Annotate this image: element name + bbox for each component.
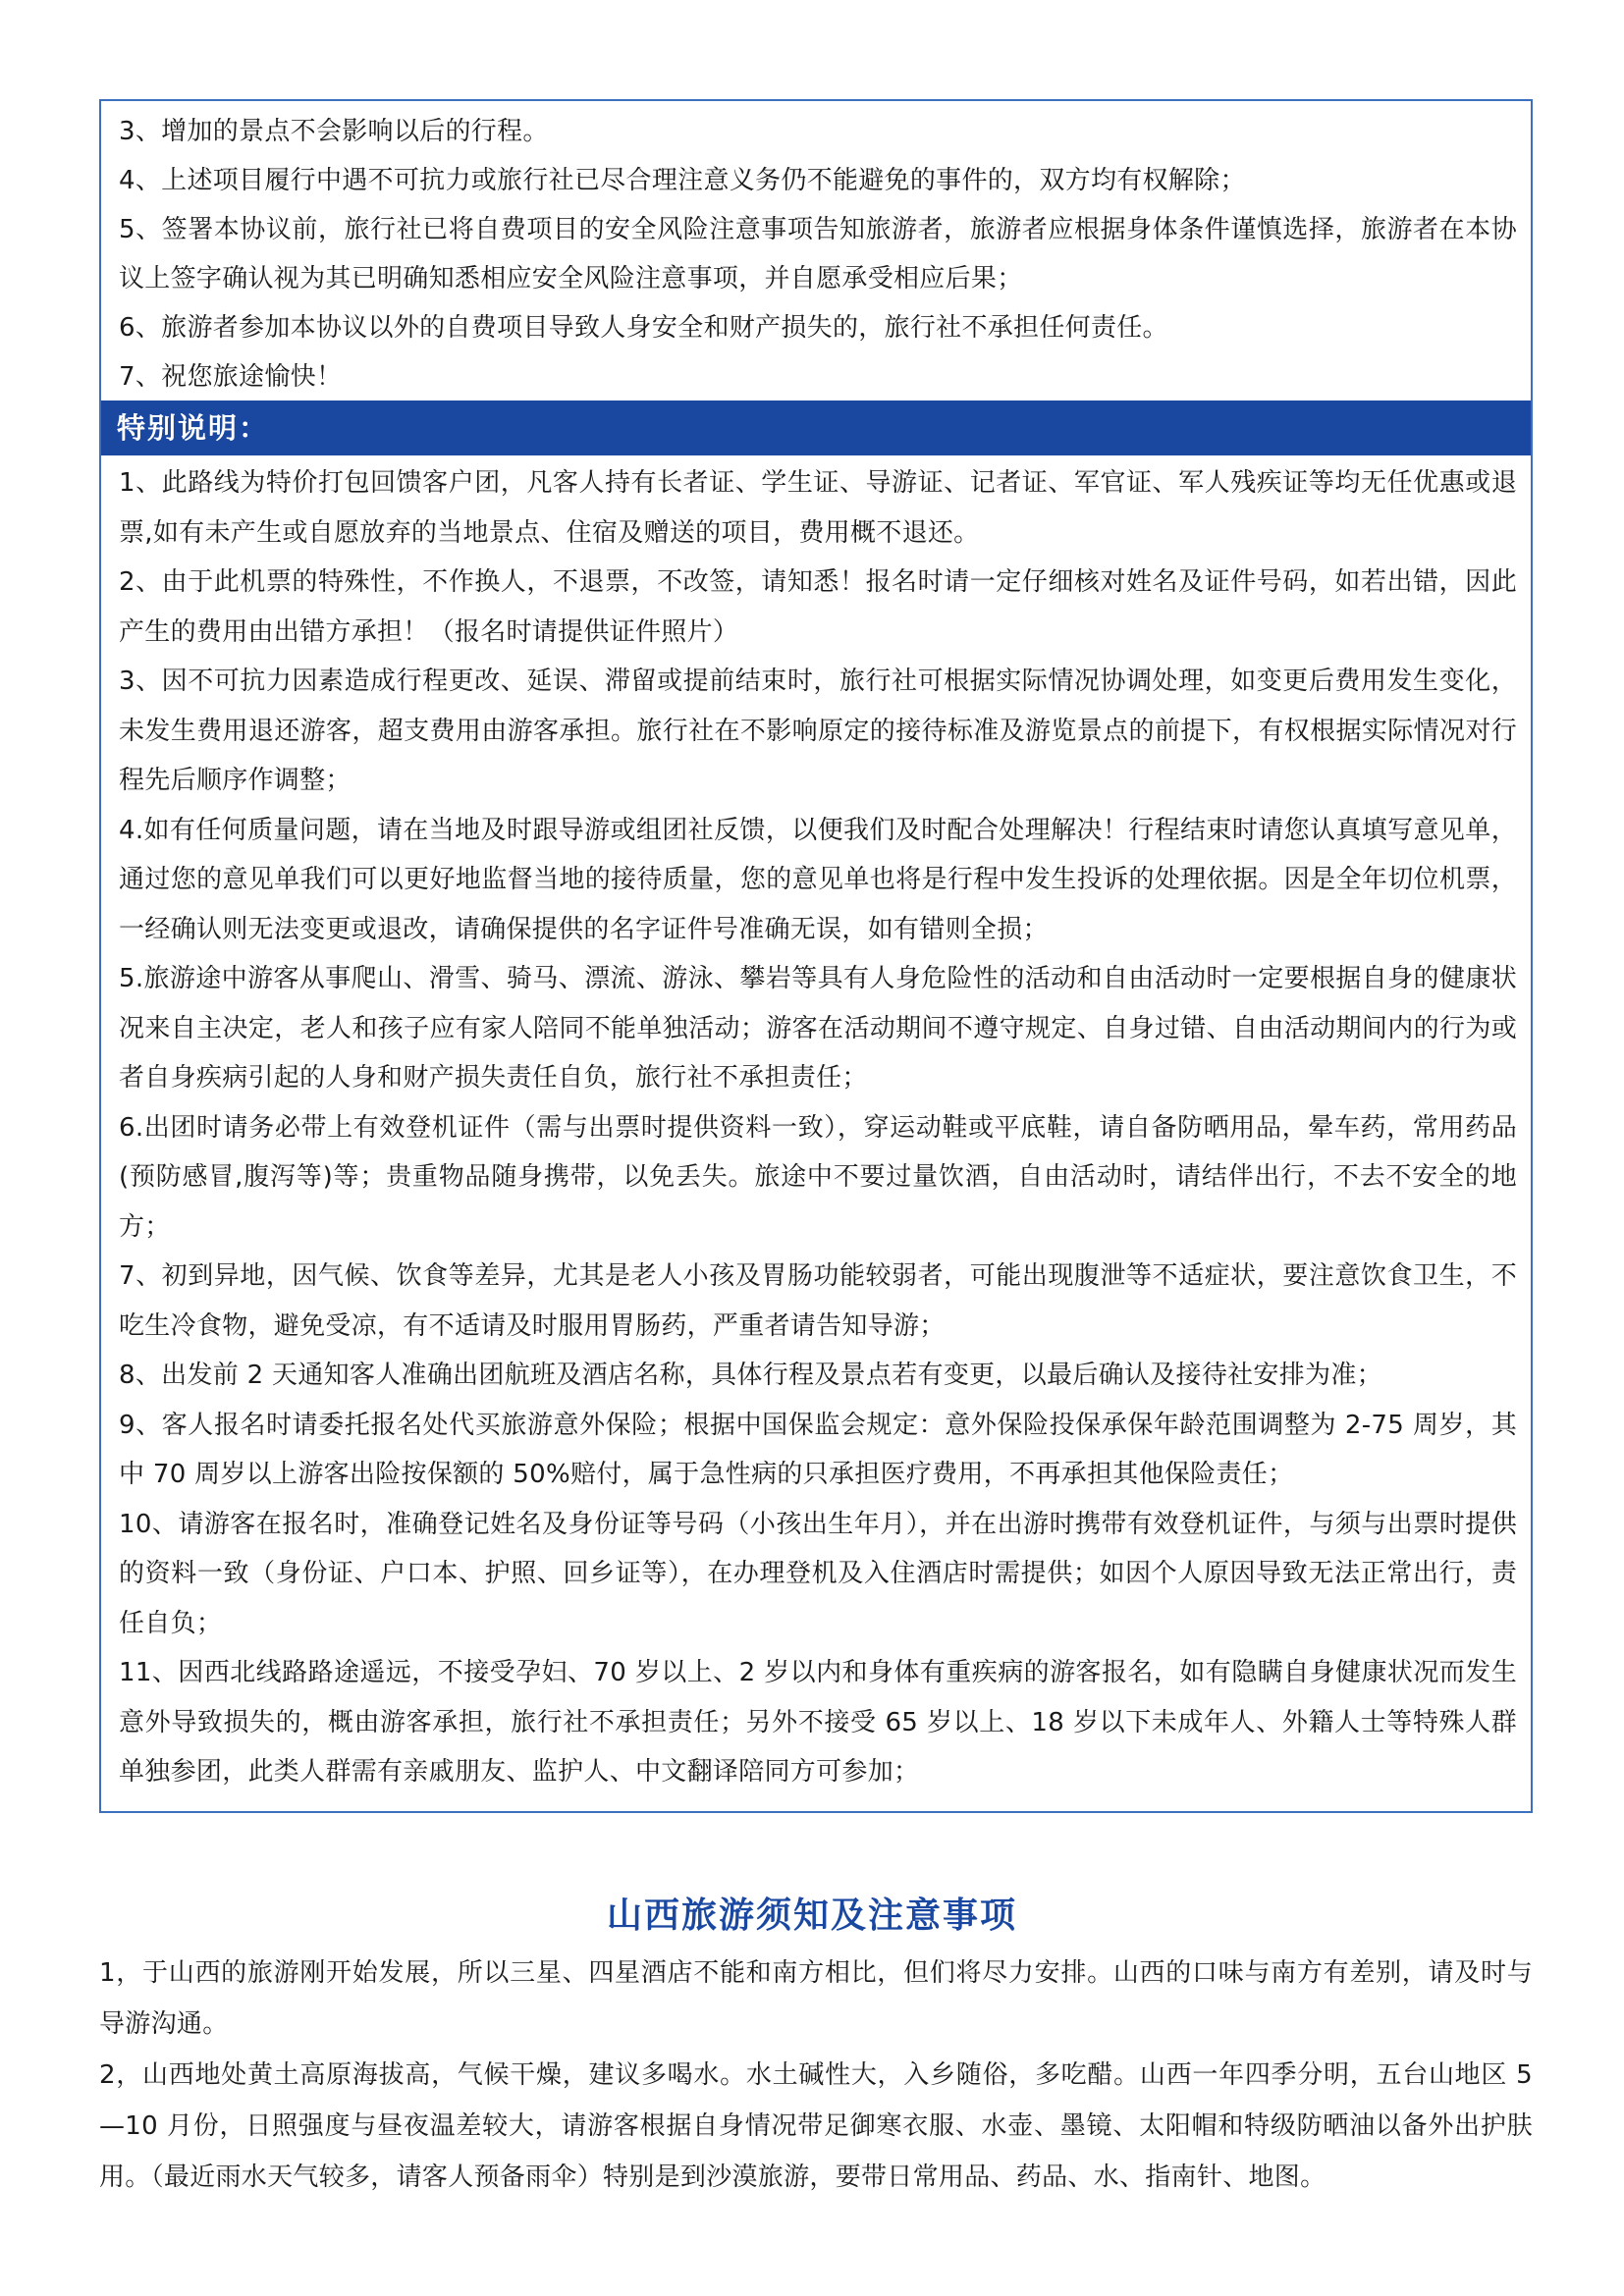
special-notes-header: 特别说明： bbox=[101, 400, 1531, 455]
special-item: 6.出团时请务必带上有效登机证件（需与出票时提供资料一致），穿运动鞋或平底鞋，请自备防晒用品，晕车药，常用药品(预防感冒,腹泻等)等；贵重物品随身携带，以免丢失。旅途中不要过量饮酒，自由活动时，请结伴出行，不去不安全的地方； bbox=[119, 1112, 1517, 1242]
special-item: 8、出发前 2 天通知客人准确出团航班及酒店名称，具体行程及景点若有变更，以最后确认及接待社安排为准； bbox=[119, 1361, 1382, 1390]
shanxi-notes bbox=[99, 1948, 1533, 2203]
special-item: 2、由于此机票的特殊性，不作换人，不退票，不改签，请知悉！报名时请一定仔细核对姓名及证件号码，如若出错，因此产生的费用由出错方承担！（报名时请提供证件照片） bbox=[119, 567, 1517, 647]
special-item: 1、此路线为特价打包回馈客户团，凡客人持有长者证、学生证、导游证、记者证、军官证、军人残疾证等均无任优惠或退票,如有未产生或自愿放弃的当地景点、住宿及赠送的项目，费用概不退还。 bbox=[119, 468, 1517, 548]
special-item: 9、客人报名时请委托报名处代买旅游意外保险；根据中国保监会规定：意外保险投保承保年龄范围调整为 2-75 周岁，其中 70 周岁以上游客出险按保额的 50%赔付，属于急性病的只承担医疗费用，不再承担其他保险责任； bbox=[119, 1410, 1517, 1489]
note-item: 3、增加的景点不会影响以后的行程。 bbox=[119, 117, 549, 146]
special-item: 7、初到异地，因气候、饮食等差异，尤其是老人小孩及胃肠功能较弱者，可能出现腹泄等不适症状，要注意饮食卫生，不吃生冷食物，避免受凉，有不适请及时服用胃肠药，严重者请告知导游； bbox=[119, 1261, 1517, 1341]
special-item: 10、请游客在报名时，准确登记姓名及身份证等号码（小孩出生年月），并在出游时携带有效登机证件，与须与出票时提供的资料一致（身份证、户口本、护照、回乡证等），在办理登机及入住酒店时需提供；如因个人原因导致无法正常出行，责任自负； bbox=[119, 1509, 1517, 1638]
special-item: 3、因不可抗力因素造成行程更改、延误、滞留或提前结束时，旅行社可根据实际情况协调处理，如变更后费用发生变化，未发生费用退还游客，超支费用由游客承担。旅行社在不影响原定的接待标准及游览景点的前提下，有权根据实际情况对行程先后顺序作调整； bbox=[119, 667, 1517, 795]
special-notes-list bbox=[119, 458, 1517, 1797]
note-item: 5、签署本协议前，旅行社已将自费项目的安全风险注意事项告知旅游者，旅游者应根据身体条件谨慎选择，旅游者在本协议上签字确认视为其已明确知悉相应安全风险注意事项，并自愿承受相应后果； bbox=[119, 215, 1517, 294]
special-item: 5.旅游途中游客从事爬山、滑雪、骑马、漂流、游泳、攀岩等具有人身危险性的活动和自由活动时一定要根据自身的健康状况来自主决定，老人和孩子应有家人陪同不能单独活动；游客在活动期间不遵守规定、自身过错、自由活动期间内的行为或者自身疾病引起的人身和财产损失责任自负，旅行社不承担责任； bbox=[119, 964, 1517, 1093]
note-item: 6、旅游者参加本协议以外的自费项目导致人身安全和财产损失的，旅行社不承担任何责任。 bbox=[119, 313, 1168, 343]
special-item: 4.如有任何质量问题，请在当地及时跟导游或组团社反馈，以便我们及时配合处理解决！行程结束时请您认真填写意见单，通过您的意见单我们可以更好地监督当地的接待质量，您的意见单也将是行程中发生投诉的处理依据。因是全年切位机票，一经确认则无法变更或退改，请确保提供的名字证件号准确无误，如有错则全损； bbox=[119, 815, 1517, 944]
note-item: 7、祝您旅途愉快！ bbox=[119, 362, 343, 392]
shanxi-section-title: 山西旅游须知及注意事项 bbox=[606, 1896, 1017, 1936]
shanxi-item: 1，于山西的旅游刚开始发展，所以三星、四星酒店不能和南方相比，但们将尽力安排。山西的口味与南方有差别，请及时与导游沟通。 bbox=[99, 1958, 1533, 2039]
self-pay-notes-continued bbox=[119, 107, 1517, 401]
note-item: 4、上述项目履行中遇不可抗力或旅行社已尽合理注意义务仍不能避免的事件的，双方均有权解除； bbox=[119, 166, 1246, 195]
shanxi-item: 2，山西地处黄土高原海拔高，气候干燥，建议多喝水。水土碱性大，入乡随俗，多吃醋。山西一年四季分明，五台山地区 5—10 月份，日照强度与昼夜温差较大，请游客根据自身情况带足御寒衣服、水壶、墨镜、太阳帽和特级防晒油以备外出护肤用。（最近雨水天气较多，请客人预备雨伞）特别是到沙漠旅游，要带日常用品、药品、水、指南针、地图。 bbox=[99, 2060, 1533, 2192]
special-item: 11、因西北线路路途遥远，不接受孕妇、70 岁以上、2 岁以内和身体有重疾病的游客报名，如有隐瞒自身健康状况而发生意外导致损失的，概由游客承担，旅行社不承担责任；另外不接受 65 岁以上、18 岁以下未成年人、外籍人士等特殊人群单独参团，此类人群需有亲戚朋友、监护人、中文翻译陪同方可参加； bbox=[119, 1658, 1517, 1787]
notice-box bbox=[99, 99, 1533, 1813]
